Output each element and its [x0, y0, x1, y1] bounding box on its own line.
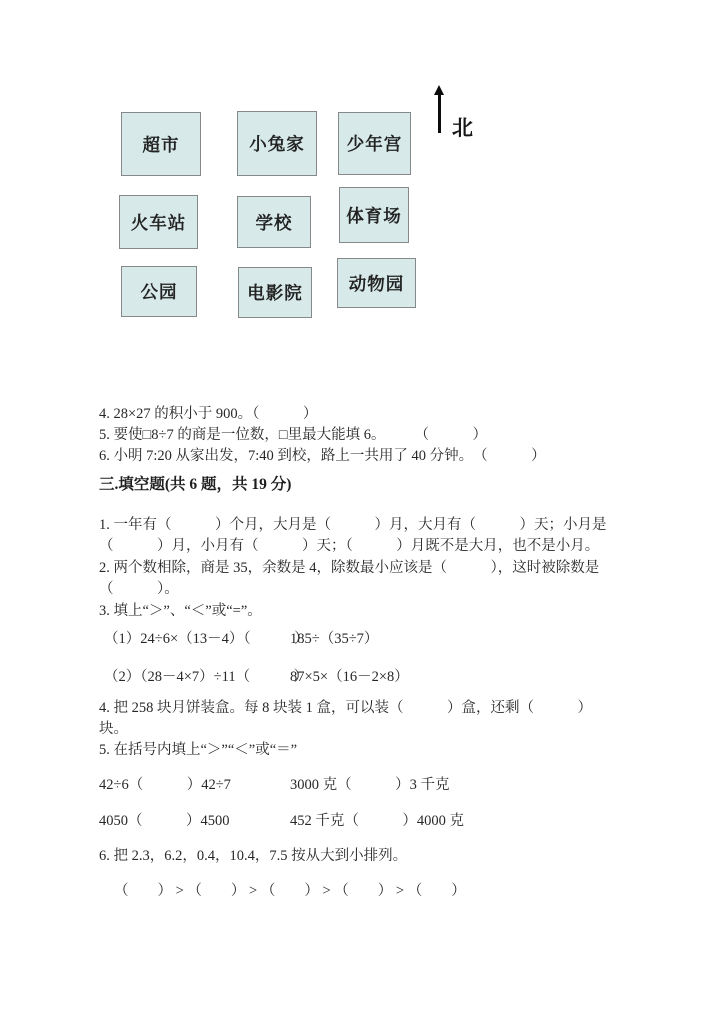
fill-blank-q3-item1-right: 185÷（35÷7） — [290, 631, 379, 647]
fill-blank-q3-prompt: 3. 填上“＞”、“＜”或“=”。 — [99, 603, 262, 619]
judgement-item-5: 5. 要使□8÷7 的商是一位数，□里最大能填 6。 （ ） — [99, 427, 487, 443]
map-box-park: 公园 — [121, 266, 197, 317]
fill-blank-q5-row2-right: 452 千克（ ）4000 克 — [290, 813, 464, 829]
north-label: 北 — [452, 117, 473, 140]
fill-blank-q6-prompt: 6. 把 2.3，6.2，0.4，10.4，7.5 按从大到小排列。 — [99, 848, 408, 864]
map-box-zoo: 动物园 — [337, 258, 416, 308]
fill-blank-q5-row1-right: 3000 克（ ）3 千克 — [290, 777, 450, 793]
fill-blank-q6-answer-row: （ ） > （ ） > （ ） > （ ） > （ ） — [114, 883, 466, 899]
judgement-item-6: 6. 小明 7:20 从家出发，7:40 到校，路上一共用了 40 分钟。 （ ） — [99, 448, 546, 464]
fill-blank-q4-line1: 4. 把 258 块月饼装盒。每 8 块装 1 盒，可以装（ ）盒，还剩（ ） — [99, 700, 592, 716]
fill-blank-q1-line2: （ ）月，小月有（ ）天；（ ）月既不是大月，也不是小月。 — [99, 538, 600, 554]
fill-blank-q5-row2-left: 4050（ ）4500 — [99, 813, 230, 829]
fill-blank-q2-line1: 2. 两个数相除，商是 35，余数是 4，除数最小应该是（ ），这时被除数是 — [99, 560, 600, 576]
map-box-youth-palace: 少年宫 — [338, 112, 411, 175]
fill-blank-q2-line2: （ ）。 — [99, 581, 179, 597]
fill-blank-q3-item2-right: 87×5×（16－2×8） — [290, 669, 409, 685]
fill-blank-q4-line2: 块。 — [99, 721, 128, 737]
fill-blank-q5-prompt: 5. 在括号内填上“＞”“＜”或“＝” — [99, 742, 298, 758]
map-box-train-station: 火车站 — [119, 195, 198, 249]
map-box-cinema: 电影院 — [238, 267, 312, 318]
fill-blank-q3-item1-left: （1）24÷6×（13－4）（ ） — [104, 631, 309, 647]
fill-blank-q1-line1: 1. 一年有（ ）个月，大月是（ ）月，大月有（ ）天；小月是 — [99, 517, 607, 533]
map-box-stadium: 体育场 — [339, 187, 409, 243]
section-title-fill-blanks: 三.填空题(共 6 题，共 19 分) — [99, 476, 292, 493]
map-box-supermarket: 超市 — [121, 112, 201, 176]
judgement-item-4: 4. 28×27 的积小于 900。（ ） — [99, 406, 318, 422]
fill-blank-q5-row1-left: 42÷6（ ）42÷7 — [99, 777, 231, 793]
map-box-rabbit-home: 小兔家 — [237, 111, 317, 176]
fill-blank-q3-item2-left: （2）（28－4×7）÷11（ ） — [104, 669, 309, 685]
map-box-school: 学校 — [237, 196, 311, 248]
north-arrow-line — [438, 94, 441, 133]
